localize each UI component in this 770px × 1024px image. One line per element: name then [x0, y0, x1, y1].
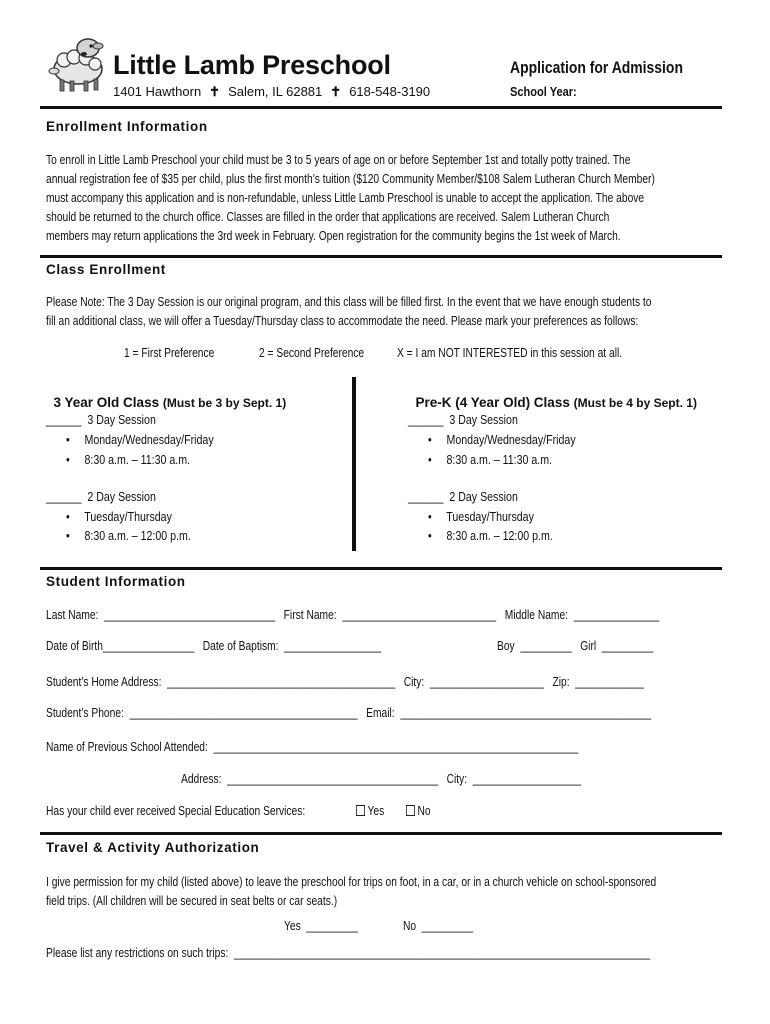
bullet-text: Monday/Wednesday/Friday — [84, 433, 214, 447]
checkbox-icon[interactable] — [406, 805, 415, 816]
prek-3day-session[interactable]: ______ 3 Day Session — [408, 413, 518, 427]
checkbox-icon[interactable] — [356, 805, 365, 816]
bullet-text: Monday/Wednesday/Friday — [446, 433, 576, 447]
travel-line: field trips. (All children will be secured in seat belts or car seats.) — [46, 894, 338, 908]
home-address-row[interactable]: Student’s Home Address: ________________________________________ City: ____________________ Zip: ____________ — [46, 675, 644, 689]
pref-not-interested: X = I am NOT INTERESTED in this session at all. — [397, 346, 623, 360]
enrollment-line: should be returned to the church office. Classes are filled in the order that applications are received. Salem Lutheran Church — [46, 210, 610, 224]
enrollment-info-heading: Enrollment Information — [46, 119, 208, 134]
enrollment-line: must accompany this application and is non-refundable, unless Little Lamb Preschool is unable to accept the application. The above — [46, 191, 645, 205]
bullet-item: • 8:30 a.m. – 12:00 p.m. — [428, 529, 553, 543]
bullet-item: • 8:30 a.m. – 11:30 a.m. — [66, 453, 191, 467]
bullet-text: Tuesday/Thursday — [446, 510, 534, 524]
class-enrollment-note — [46, 293, 751, 331]
name-fields-row[interactable]: Last Name: ______________________________ First Name: ___________________________ Middle Name: _______________ — [46, 608, 660, 622]
travel-paragraph — [46, 873, 751, 911]
phone-email-row[interactable]: Student’s Phone: ________________________________________ Email: ____________________________________________ — [46, 706, 652, 720]
three-year-2day-session[interactable]: ______ 2 Day Session — [46, 490, 156, 504]
bullet-text: Tuesday/Thursday — [84, 510, 172, 524]
gender-fields[interactable]: Boy _________ Girl _________ — [497, 639, 654, 653]
bullet-text: 8:30 a.m. – 12:00 p.m. — [84, 529, 191, 543]
no-label: No — [417, 804, 431, 818]
note-line: fill an additional class, we will offer a Tuesday/Thursday class to accommodate the need. Please mark your preferences as follows: — [46, 314, 639, 328]
section-divider — [40, 832, 722, 835]
prek-class-title — [408, 380, 697, 410]
pref-second: 2 = Second Preference — [259, 346, 365, 360]
birth-baptism-row[interactable]: Date of Birth________________ Date of Baptism: _________________ — [46, 639, 382, 653]
cross-icon: ✝ — [209, 84, 221, 99]
section-divider — [40, 255, 722, 258]
application-title: Application for Admission — [510, 58, 683, 77]
prek-2day-session[interactable]: ______ 2 Day Session — [408, 490, 518, 504]
class-title-text: 3 Year Old Class — [53, 395, 160, 410]
special-ed-yes[interactable] — [356, 804, 384, 818]
school-year-label: School Year: — [510, 84, 577, 99]
bullet-item: • 8:30 a.m. – 11:30 a.m. — [428, 453, 553, 467]
school-name: Little Lamb Preschool — [113, 50, 391, 80]
three-year-3day-session[interactable]: ______ 3 Day Session — [46, 413, 156, 427]
three-year-class-title — [46, 380, 286, 410]
column-divider — [352, 377, 356, 551]
student-info-heading: Student Information — [46, 574, 186, 589]
special-ed-question: Has your child ever received Special Education Services: — [46, 804, 306, 818]
school-address-line — [113, 84, 430, 100]
enrollment-info-paragraph — [46, 151, 751, 246]
section-divider — [40, 106, 722, 109]
previous-school-address-row[interactable]: Address: _____________________________________ City: ___________________ — [181, 772, 582, 786]
enrollment-line: To enroll in Little Lamb Preschool your child must be 3 to 5 years of age on or before September 1st and totally potty trained. The — [46, 153, 631, 167]
bullet-text: 8:30 a.m. – 11:30 a.m. — [84, 453, 191, 467]
travel-yes-field[interactable]: Yes _________ — [284, 919, 358, 933]
travel-line: I give permission for my child (listed above) to leave the preschool for trips on foot, in a car, or in a church vehicle on school-sponsored — [46, 875, 657, 889]
enrollment-line: annual registration fee of $35 per child, plus the first month’s tuition ($120 Community Member/$108 Salem Lutheran Church Member) — [46, 172, 655, 186]
class-requirement: (Must be 4 by Sept. 1) — [573, 396, 697, 410]
bullet-text: 8:30 a.m. – 12:00 p.m. — [446, 529, 553, 543]
lamb-logo — [42, 36, 108, 94]
yes-label: Yes — [367, 804, 385, 818]
school-phone: 618-548-3190 — [349, 84, 431, 99]
bullet-item: • Tuesday/Thursday — [428, 510, 534, 524]
pref-first: 1 = First Preference — [124, 346, 215, 360]
enrollment-line: members may return applications the 3rd week in February. Open registration for the community begins the 1st week of March. — [46, 229, 621, 243]
travel-heading: Travel & Activity Authorization — [46, 840, 260, 855]
bullet-item: • Monday/Wednesday/Friday — [66, 433, 214, 447]
bullet-item: • 8:30 a.m. – 12:00 p.m. — [66, 529, 191, 543]
class-requirement: (Must be 3 by Sept. 1) — [162, 396, 287, 410]
previous-school-row[interactable]: Name of Previous School Attended: ________________________________________________________________ — [46, 740, 579, 754]
street-address: 1401 Hawthorn — [113, 84, 202, 99]
class-enrollment-heading: Class Enrollment — [46, 262, 166, 277]
bullet-text: 8:30 a.m. – 11:30 a.m. — [446, 453, 553, 467]
bullet-item: • Monday/Wednesday/Friday — [428, 433, 576, 447]
special-ed-no[interactable] — [406, 804, 431, 818]
travel-no-field[interactable]: No _________ — [403, 919, 474, 933]
restrictions-field[interactable]: Please list any restrictions on such trips: _________________________________________________________________________ — [46, 946, 651, 960]
section-divider — [40, 567, 722, 570]
bullet-item: • Tuesday/Thursday — [66, 510, 172, 524]
note-line: Please Note: The 3 Day Session is our original program, and this class will be filled first. In the event that we have enough students to — [46, 295, 652, 309]
city-state-zip: Salem, IL 62881 — [228, 84, 323, 99]
class-title-text: Pre-K (4 Year Old) Class — [415, 395, 570, 410]
cross-icon: ✝ — [330, 84, 342, 99]
